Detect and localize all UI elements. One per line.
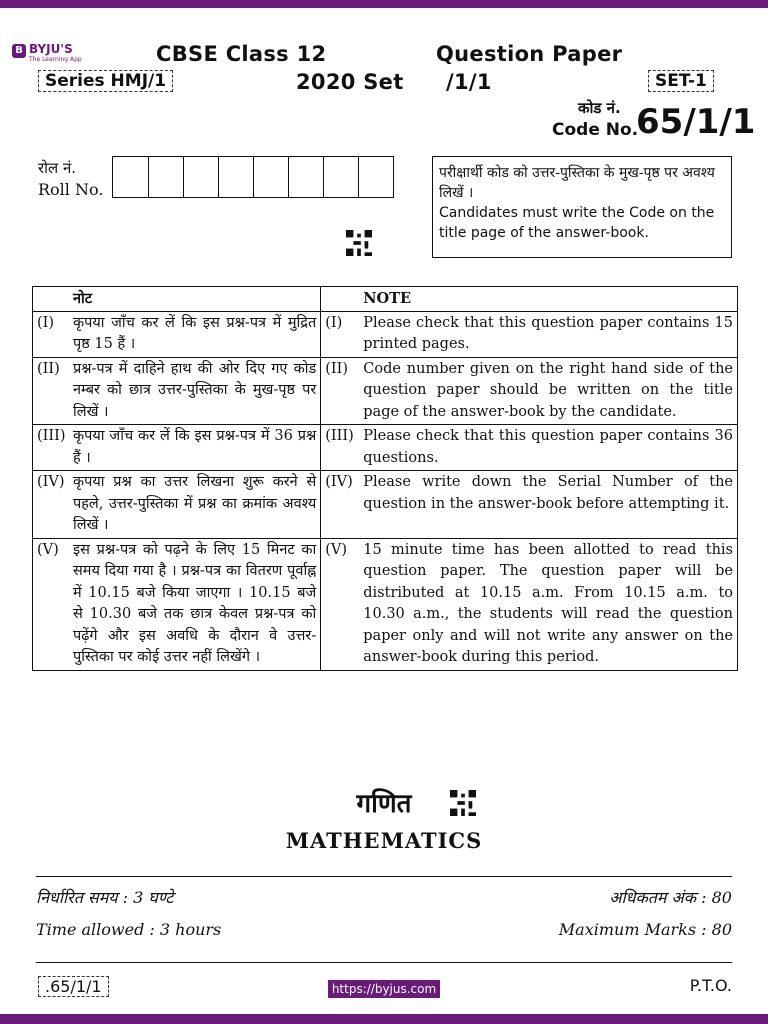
time-allowed-english: Time allowed : 3 hours [36,920,222,939]
note-english: Please check that this question paper contains 15 printed pages. [359,311,737,357]
note-number: (III) [33,425,70,471]
qr-code-icon [450,790,476,816]
roll-cell[interactable] [183,157,218,197]
table-row [33,357,738,425]
note-number: (I) [321,311,360,357]
roll-cell[interactable] [323,157,358,197]
footer-code: .65/1/1 [38,976,109,997]
note-hindi: कृपया जाँच कर लें कि इस प्रश्न-पत्र में मुद्रित पृष्ठ 15 हैं । [69,311,321,357]
qr-code-icon [346,230,372,256]
note-hindi: इस प्रश्न-पत्र को पढ़ने के लिए 15 मिनट का समय दिया गया है । प्रश्न-पत्र का वितरण पूर्वाह्न में 10.15 बजे किया जाएगा । 10.15 बजे से 10.30 बजे तक छात्र केवल प्रश्न-पत्र को पढ़ेंगे और इस अवधि के दौरान वे उत्तर-पुस्तिका पर कोई उत्तर नहीं लिखेंगे । [69,538,321,670]
title-year-set: 2020 Set [296,70,404,94]
notes-head-english: NOTE [359,287,737,312]
note-hindi: कृपया प्रश्न का उत्तर लिखना शुरू करने से पहले, उत्तर-पुस्तिका में प्रश्न का क्रमांक अवश्य लिखें । [69,471,321,539]
note-number: (II) [321,357,360,425]
table-row [33,538,738,670]
divider [36,876,732,877]
logo-mark-icon: B [12,44,26,58]
max-marks-english: Maximum Marks : 80 [558,920,732,939]
roll-cell[interactable] [113,157,148,197]
table-row [33,311,738,357]
code-number: 65/1/1 [636,102,756,142]
top-brand-bar [0,0,768,8]
notes-table [32,286,738,671]
divider [36,962,732,963]
roll-label-hindi: रोल नं. [38,159,77,177]
roll-cell[interactable] [218,157,253,197]
subject-english: MATHEMATICS [285,828,483,853]
note-english: Please check that this question paper contains 36 questions. [359,425,737,471]
logo-tagline: The Learning App [29,56,82,63]
notes-header-row [33,287,738,312]
note-english: Code number given on the right hand side of the question paper should be written on the title page of the answer-book by the candidate. [359,357,737,425]
note-english: Please write down the Serial Number of the question in the answer-book before attempting it. [359,471,737,539]
code-label-hindi: कोड नं. [578,99,621,117]
series-badge: Series HMJ/1 [38,70,173,92]
table-row [33,425,738,471]
title-paper: Question Paper [436,42,623,66]
byjus-logo [12,42,82,66]
roll-number-boxes[interactable] [112,156,394,198]
code-label-english: Code No. [552,120,639,140]
candidate-code-notice [432,156,732,258]
title-class: CBSE Class 12 [156,42,327,66]
roll-cell[interactable] [148,157,183,197]
roll-label-english: Roll No. [38,180,104,199]
pto-label: P.T.O. [689,976,732,995]
note-number: (IV) [321,471,360,539]
notes-head-hindi: नोट [69,287,321,312]
time-allowed-hindi: निर्धारित समय : 3 घण्टे [36,888,174,907]
roll-cell[interactable] [253,157,288,197]
roll-cell[interactable] [358,157,393,197]
note-number: (IV) [33,471,70,539]
table-row [33,471,738,539]
roll-cell[interactable] [288,157,323,197]
note-hindi: प्रश्न-पत्र में दाहिने हाथ की ओर दिए गए कोड नम्बर को छात्र उत्तर-पुस्तिका के मुख-पृष्ठ पर लिखें । [69,357,321,425]
notice-english: Candidates must write the Code on the title page of the answer-book. [439,205,715,241]
note-number: (V) [33,538,70,670]
note-number: (I) [33,311,70,357]
subject-hindi: गणित [356,789,412,819]
note-hindi: कृपया जाँच कर लें कि इस प्रश्न-पत्र में 36 प्रश्न हैं । [69,425,321,471]
title-set-code: /1/1 [446,70,492,94]
max-marks-hindi: अधिकतम अंक : 80 [609,888,732,907]
bottom-brand-bar [0,1014,768,1024]
logo-name: BYJU'S [29,42,73,56]
note-number: (V) [321,538,360,670]
notice-hindi: परीक्षार्थी कोड को उत्तर-पुस्तिका के मुख-पृष्ठ पर अवश्य लिखें । [439,165,715,201]
note-english: 15 minute time has been allotted to read this question paper. The question paper will be distributed at 10.15 a.m. From 10.15 a.m. to 10.30 a.m., the students will read the question paper only and will not write any answer on the answer-book during this period. [359,538,737,670]
note-number: (II) [33,357,70,425]
note-number: (III) [321,425,360,471]
byjus-url-link[interactable]: https://byjus.com [328,980,440,998]
set-badge: SET-1 [648,70,714,92]
